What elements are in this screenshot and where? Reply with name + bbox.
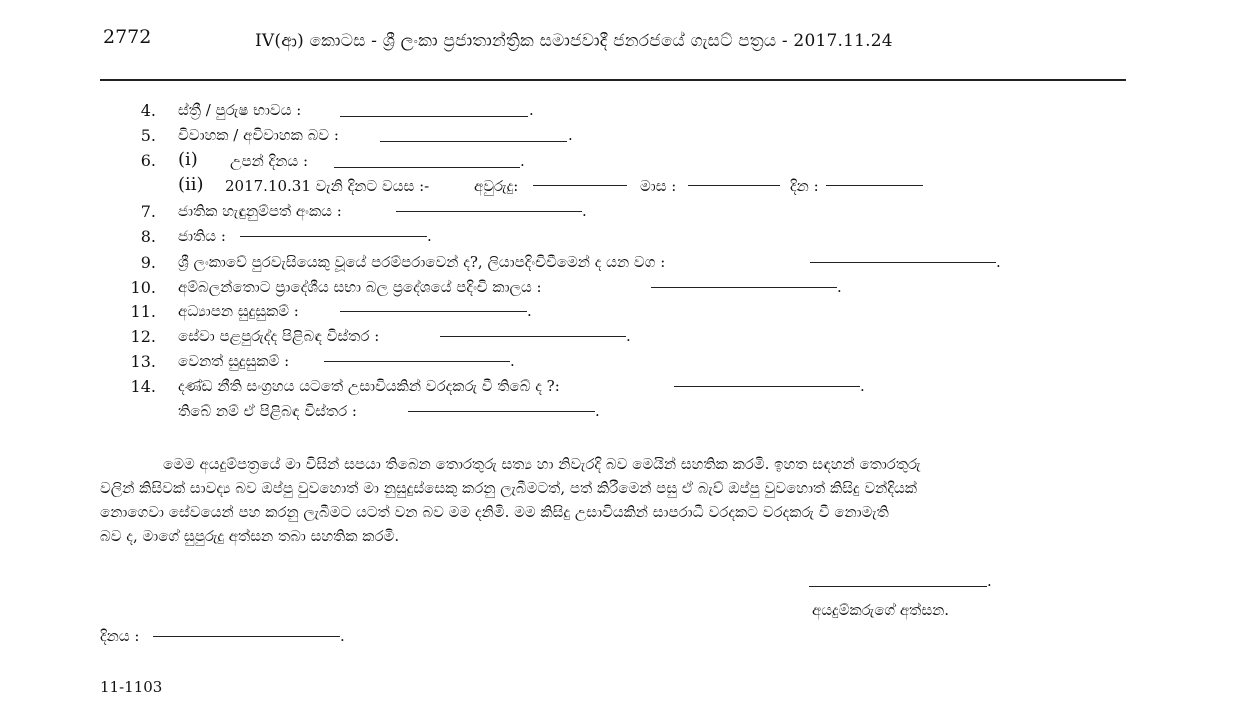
item-label-nic: ජාතික හැඳුනුම්පත් අංකය : [178, 202, 342, 220]
declaration-line: වලින් කිසිවක් සාවද්‍ය බව ඔප්පු වුවහොත් මා නුසුදුස්සෙකු කරනු ලැබීමටත්, පත් කිරීමෙන් පසු ඒ බැව් ඔප්පු වුවහොත් කිසිදු වන්දියක් [100, 479, 917, 497]
line-end-dot: . [427, 227, 432, 245]
birth-date-input-line[interactable] [334, 167, 520, 168]
declaration-line: නොගෙවා සේවයෙන් පහ කරනු ලැබීමට යටත් වන බව මම දනිමි. මම කිසිදු උසාවියකින් සාපරාධී වරදකට වරදකරු වී නොමැති [100, 503, 889, 521]
convictions-input-line[interactable] [674, 386, 860, 387]
item-label-marital-status: විවාහක / අවිවාහක බව : [178, 126, 339, 144]
age-years-label: අවුරුදු: [474, 177, 519, 195]
item-number: 6. [140, 151, 156, 170]
item-label-experience: සේවා පළපුරුද්ද පිළිබඳ විස්තර : [178, 327, 380, 345]
conviction-details-input-line[interactable] [408, 411, 595, 412]
item-number: 7. [140, 202, 156, 221]
gender-input-line[interactable] [340, 116, 528, 117]
item-label-age: 2017.10.31 වැනි දිනට වයස :- [225, 177, 430, 195]
item-number: 10. [130, 278, 156, 297]
line-end-dot: . [996, 253, 1001, 271]
item-label-conviction-details: තිබේ නම් ඒ පිළිබඳ විස්තර : [178, 402, 357, 420]
education-input-line[interactable] [340, 311, 527, 312]
sub-item-number: (ii) [178, 174, 204, 195]
line-end-dot: . [520, 152, 525, 170]
sub-item-number: (i) [178, 149, 198, 170]
item-number: 12. [130, 327, 156, 346]
document-reference: 11-1103 [100, 678, 163, 696]
line-end-dot: . [510, 352, 515, 370]
date-label: දිනය : [100, 627, 140, 645]
item-number: 4. [140, 101, 156, 120]
age-years-input-line[interactable] [533, 185, 627, 186]
age-days-label: දින : [790, 177, 819, 195]
item-label-residence-period: අම්බලන්තොට ප්‍රාදේශීය සභා බල ප්‍රදේශයේ පදිංචි කාලය : [178, 278, 542, 296]
item-label-convictions: දණ්ඩ නීති සංග්‍රහය යටතේ උසාවියකින් වරදකරු වී තිබේ ද ?: [178, 377, 560, 395]
age-days-input-line[interactable] [826, 185, 923, 186]
item-number: 9. [140, 253, 156, 272]
declaration-line: බව ද, මාගේ සුපුරුදු අත්සන තබා සහතික කරමි. [100, 527, 400, 545]
item-number: 13. [130, 352, 156, 371]
experience-input-line[interactable] [440, 336, 626, 337]
line-end-dot: . [595, 402, 600, 420]
header-divider [100, 79, 1126, 81]
marital-status-input-line[interactable] [380, 141, 567, 142]
line-end-dot: . [860, 377, 865, 395]
item-number: 14. [130, 377, 156, 396]
page-title: IV(ආ) කොටස - ශ්‍රී ලංකා ප්‍රජාතාන්ත්‍රික සමාජවාදී ජනරජයේ ගැසට් පත්‍රය - 2017.11.24 [255, 31, 893, 51]
item-label-education: අධ්‍යාපන සුදුසුකම් : [178, 302, 299, 320]
signature-label: අයදුම්කරුගේ අත්සන. [812, 601, 950, 619]
page-number: 2772 [103, 26, 152, 48]
line-end-dot: . [527, 302, 532, 320]
residence-period-input-line[interactable] [651, 287, 837, 288]
line-end-dot: . [987, 572, 992, 590]
nic-input-line[interactable] [396, 211, 582, 212]
line-end-dot: . [582, 202, 587, 220]
item-number: 11. [130, 302, 156, 321]
item-label-birth-date: උපන් දිනය : [230, 152, 308, 170]
item-label-other-qualifications: වෙනත් සුදුසුකම් : [178, 352, 290, 370]
item-label-citizenship: ශ්‍රී ලංකාවේ පුරවැසියෙකු වූයේ පරම්පරාවෙන් ද?, ලියාපදිංචිවීමෙන් ද යන වග : [178, 253, 666, 271]
citizenship-input-line[interactable] [810, 262, 996, 263]
item-label-gender: ස්ත්‍රී / පුරුෂ භාවය : [178, 101, 302, 119]
line-end-dot: . [837, 278, 842, 296]
other-qualifications-input-line[interactable] [324, 361, 510, 362]
nationality-input-line[interactable] [240, 236, 427, 237]
declaration-line: මෙම අයදුම්පත්‍රයේ මා විසින් සපයා තිබෙන තොරතුරු සත්‍ය හා නිවැරදි බව මෙයින් සහතික කරමි. ඉහත සඳහන් තොරතුරු [163, 455, 921, 473]
item-number: 5. [140, 126, 156, 145]
signature-input-line[interactable] [809, 586, 987, 587]
age-months-label: මාස : [640, 177, 677, 195]
line-end-dot: . [626, 327, 631, 345]
age-months-input-line[interactable] [688, 185, 780, 186]
line-end-dot: . [340, 627, 345, 645]
line-end-dot: . [568, 126, 573, 144]
line-end-dot: . [529, 101, 534, 119]
item-number: 8. [140, 227, 156, 246]
date-input-line[interactable] [153, 636, 340, 637]
item-label-nationality: ජාතිය : [178, 227, 226, 245]
